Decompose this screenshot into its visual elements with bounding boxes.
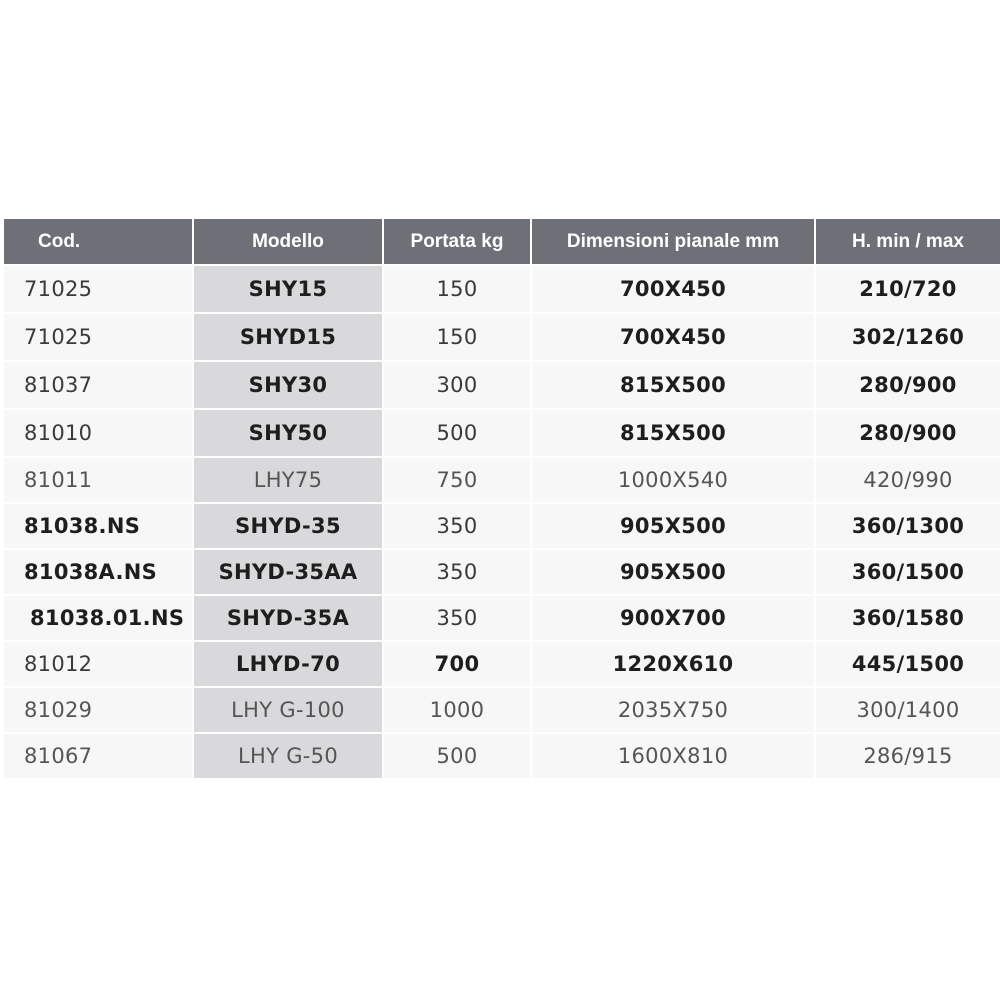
cell-altezza: 302/1260 <box>816 314 1000 360</box>
cell-altezza: 360/1500 <box>816 550 1000 594</box>
cell-altezza: 210/720 <box>816 266 1000 312</box>
table-row <box>4 642 1000 686</box>
cell-cod: 81067 <box>4 734 192 778</box>
cell-dimensioni: 815X500 <box>532 362 814 408</box>
table-row <box>4 458 1000 502</box>
table-row <box>4 266 1000 312</box>
cell-altezza: 360/1580 <box>816 596 1000 640</box>
table-row <box>4 734 1000 778</box>
cell-dimensioni: 1600X810 <box>532 734 814 778</box>
cell-dimensioni: 900X700 <box>532 596 814 640</box>
cell-altezza: 280/900 <box>816 362 1000 408</box>
cell-portata: 350 <box>384 550 530 594</box>
cell-cod: 81038.01.NS <box>4 596 192 640</box>
header-altezza: H. min / max <box>816 219 1000 264</box>
cell-dimensioni: 905X500 <box>532 504 814 548</box>
cell-cod: 71025 <box>4 266 192 312</box>
cell-modello: LHY G-100 <box>194 688 382 732</box>
cell-portata: 150 <box>384 266 530 312</box>
cell-dimensioni: 700X450 <box>532 266 814 312</box>
cell-modello: LHY G-50 <box>194 734 382 778</box>
cell-cod: 81037 <box>4 362 192 408</box>
table-row <box>4 596 1000 640</box>
cell-dimensioni: 1000X540 <box>532 458 814 502</box>
product-table <box>4 219 1000 778</box>
cell-portata: 150 <box>384 314 530 360</box>
cell-dimensioni: 905X500 <box>532 550 814 594</box>
cell-cod: 81011 <box>4 458 192 502</box>
cell-modello: LHY75 <box>194 458 382 502</box>
table-row <box>4 314 1000 360</box>
cell-altezza: 280/900 <box>816 410 1000 456</box>
table-row <box>4 550 1000 594</box>
cell-dimensioni: 700X450 <box>532 314 814 360</box>
cell-altezza: 300/1400 <box>816 688 1000 732</box>
cell-modello: LHYD-70 <box>194 642 382 686</box>
cell-portata: 1000 <box>384 688 530 732</box>
table-row <box>4 504 1000 548</box>
table-header <box>4 219 1000 264</box>
cell-modello: SHY15 <box>194 266 382 312</box>
header-modello: Modello <box>194 219 382 264</box>
cell-portata: 350 <box>384 596 530 640</box>
cell-portata: 700 <box>384 642 530 686</box>
table-row <box>4 688 1000 732</box>
cell-portata: 750 <box>384 458 530 502</box>
cell-altezza: 286/915 <box>816 734 1000 778</box>
cell-altezza: 420/990 <box>816 458 1000 502</box>
cell-cod: 71025 <box>4 314 192 360</box>
cell-portata: 300 <box>384 362 530 408</box>
cell-cod: 81038.NS <box>4 504 192 548</box>
cell-portata: 500 <box>384 410 530 456</box>
cell-modello: SHYD15 <box>194 314 382 360</box>
cell-portata: 350 <box>384 504 530 548</box>
cell-modello: SHY50 <box>194 410 382 456</box>
cell-cod: 81010 <box>4 410 192 456</box>
cell-modello: SHY30 <box>194 362 382 408</box>
header-dimensioni: Dimensioni pianale mm <box>532 219 814 264</box>
cell-dimensioni: 1220X610 <box>532 642 814 686</box>
cell-dimensioni: 2035X750 <box>532 688 814 732</box>
cell-cod: 81038A.NS <box>4 550 192 594</box>
cell-portata: 500 <box>384 734 530 778</box>
cell-altezza: 360/1300 <box>816 504 1000 548</box>
table-row <box>4 362 1000 408</box>
cell-dimensioni: 815X500 <box>532 410 814 456</box>
cell-modello: SHYD-35AA <box>194 550 382 594</box>
header-cod: Cod. <box>4 219 192 264</box>
cell-modello: SHYD-35 <box>194 504 382 548</box>
cell-modello: SHYD-35A <box>194 596 382 640</box>
table-row <box>4 410 1000 456</box>
cell-cod: 81012 <box>4 642 192 686</box>
cell-altezza: 445/1500 <box>816 642 1000 686</box>
cell-cod: 81029 <box>4 688 192 732</box>
header-portata: Portata kg <box>384 219 530 264</box>
